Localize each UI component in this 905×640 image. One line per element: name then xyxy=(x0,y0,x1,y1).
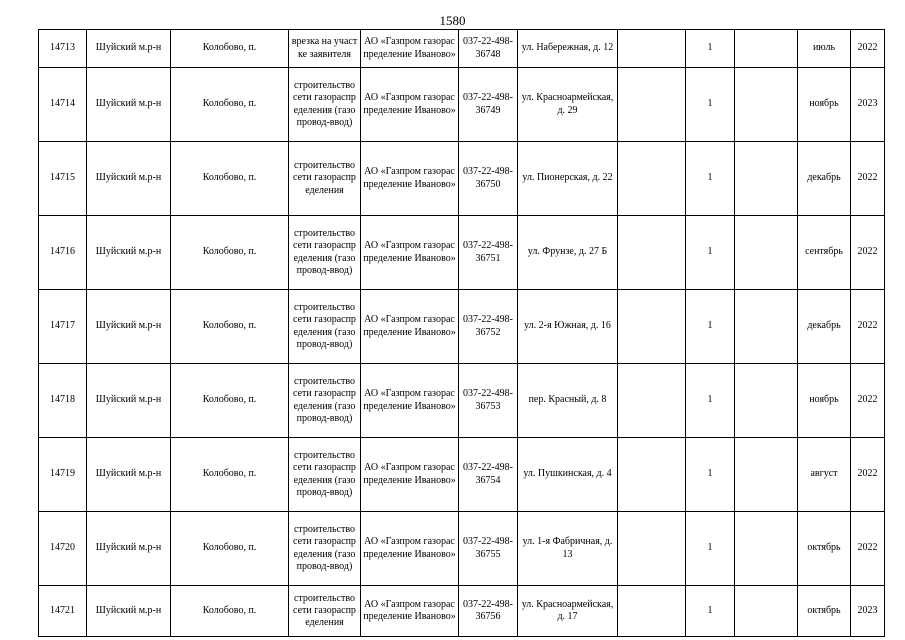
table-row xyxy=(39,438,885,512)
quantity-cell: 1 xyxy=(686,364,735,438)
organization-cell: АО «Газпром газораспределение Иваново» xyxy=(361,216,459,290)
address-cell: ул. 1-я Фабричная, д. 13 xyxy=(518,512,618,586)
address-cell: ул. 2-я Южная, д. 16 xyxy=(518,290,618,364)
month-cell: декабрь xyxy=(798,142,851,216)
organization-cell: АО «Газпром газораспределение Иваново» xyxy=(361,290,459,364)
empty-cell xyxy=(618,364,686,438)
application-code-cell: 037-22-498-36755 xyxy=(459,512,518,586)
empty-cell xyxy=(735,586,798,637)
organization-cell: АО «Газпром газораспределение Иваново» xyxy=(361,586,459,637)
year-cell: 2022 xyxy=(851,30,885,68)
settlement-cell: Колобово, п. xyxy=(171,142,289,216)
settlement-cell: Колобово, п. xyxy=(171,586,289,637)
record-number-cell: 14714 xyxy=(39,68,87,142)
quantity-cell: 1 xyxy=(686,512,735,586)
work-type-cell: строительство сети газораспределения (газопровод-ввод) xyxy=(289,364,361,438)
work-type-cell: строительство сети газораспределения xyxy=(289,586,361,637)
application-code-cell: 037-22-498-36749 xyxy=(459,68,518,142)
empty-cell xyxy=(735,438,798,512)
district-cell: Шуйский м.р-н xyxy=(87,216,171,290)
table-row xyxy=(39,290,885,364)
year-cell: 2022 xyxy=(851,438,885,512)
record-number-cell: 14713 xyxy=(39,30,87,68)
empty-cell xyxy=(618,142,686,216)
record-number-cell: 14718 xyxy=(39,364,87,438)
work-type-cell: строительство сети газораспределения (газопровод-ввод) xyxy=(289,512,361,586)
month-cell: декабрь xyxy=(798,290,851,364)
district-cell: Шуйский м.р-н xyxy=(87,68,171,142)
work-type-cell: врезка на участке заявителя xyxy=(289,30,361,68)
district-cell: Шуйский м.р-н xyxy=(87,438,171,512)
month-cell: октябрь xyxy=(798,512,851,586)
organization-cell: АО «Газпром газораспределение Иваново» xyxy=(361,142,459,216)
empty-cell xyxy=(735,30,798,68)
application-code-cell: 037-22-498-36750 xyxy=(459,142,518,216)
page-number: 1580 xyxy=(439,13,466,28)
table-row xyxy=(39,30,885,68)
empty-cell xyxy=(618,290,686,364)
settlement-cell: Колобово, п. xyxy=(171,68,289,142)
work-type-cell: строительство сети газораспределения xyxy=(289,142,361,216)
table-body xyxy=(39,30,885,637)
organization-cell: АО «Газпром газораспределение Иваново» xyxy=(361,30,459,68)
application-code-cell: 037-22-498-36752 xyxy=(459,290,518,364)
month-cell: сентябрь xyxy=(798,216,851,290)
settlement-cell: Колобово, п. xyxy=(171,30,289,68)
empty-cell xyxy=(618,438,686,512)
table-row xyxy=(39,512,885,586)
table-row xyxy=(39,216,885,290)
record-number-cell: 14720 xyxy=(39,512,87,586)
record-number-cell: 14717 xyxy=(39,290,87,364)
year-cell: 2023 xyxy=(851,586,885,637)
record-number-cell: 14715 xyxy=(39,142,87,216)
settlement-cell: Колобово, п. xyxy=(171,438,289,512)
application-code-cell: 037-22-498-36753 xyxy=(459,364,518,438)
work-type-cell: строительство сети газораспределения (газопровод-ввод) xyxy=(289,68,361,142)
year-cell: 2022 xyxy=(851,216,885,290)
empty-cell xyxy=(618,216,686,290)
quantity-cell: 1 xyxy=(686,68,735,142)
address-cell: ул. Пушкинская, д. 4 xyxy=(518,438,618,512)
address-cell: ул. Красноармейская, д. 17 xyxy=(518,586,618,637)
settlement-cell: Колобово, п. xyxy=(171,290,289,364)
year-cell: 2022 xyxy=(851,364,885,438)
work-type-cell: строительство сети газораспределения (газопровод-ввод) xyxy=(289,216,361,290)
quantity-cell: 1 xyxy=(686,216,735,290)
quantity-cell: 1 xyxy=(686,290,735,364)
gas-connection-table xyxy=(38,29,885,637)
empty-cell xyxy=(735,68,798,142)
empty-cell xyxy=(618,586,686,637)
quantity-cell: 1 xyxy=(686,586,735,637)
year-cell: 2022 xyxy=(851,512,885,586)
work-type-cell: строительство сети газораспределения (газопровод-ввод) xyxy=(289,438,361,512)
district-cell: Шуйский м.р-н xyxy=(87,290,171,364)
record-number-cell: 14719 xyxy=(39,438,87,512)
organization-cell: АО «Газпром газораспределение Иваново» xyxy=(361,68,459,142)
application-code-cell: 037-22-498-36756 xyxy=(459,586,518,637)
address-cell: ул. Пионерская, д. 22 xyxy=(518,142,618,216)
table-row xyxy=(39,142,885,216)
table-row xyxy=(39,68,885,142)
month-cell: июль xyxy=(798,30,851,68)
district-cell: Шуйский м.р-н xyxy=(87,364,171,438)
month-cell: октябрь xyxy=(798,586,851,637)
empty-cell xyxy=(735,364,798,438)
application-code-cell: 037-22-498-36754 xyxy=(459,438,518,512)
quantity-cell: 1 xyxy=(686,142,735,216)
organization-cell: АО «Газпром газораспределение Иваново» xyxy=(361,512,459,586)
empty-cell xyxy=(735,142,798,216)
empty-cell xyxy=(618,68,686,142)
year-cell: 2023 xyxy=(851,68,885,142)
year-cell: 2022 xyxy=(851,142,885,216)
district-cell: Шуйский м.р-н xyxy=(87,30,171,68)
record-number-cell: 14721 xyxy=(39,586,87,637)
district-cell: Шуйский м.р-н xyxy=(87,142,171,216)
application-code-cell: 037-22-498-36748 xyxy=(459,30,518,68)
empty-cell xyxy=(735,512,798,586)
district-cell: Шуйский м.р-н xyxy=(87,512,171,586)
address-cell: ул. Фрунзе, д. 27 Б xyxy=(518,216,618,290)
year-cell: 2022 xyxy=(851,290,885,364)
district-cell: Шуйский м.р-н xyxy=(87,586,171,637)
quantity-cell: 1 xyxy=(686,30,735,68)
month-cell: ноябрь xyxy=(798,68,851,142)
address-cell: пер. Красный, д. 8 xyxy=(518,364,618,438)
record-number-cell: 14716 xyxy=(39,216,87,290)
month-cell: август xyxy=(798,438,851,512)
quantity-cell: 1 xyxy=(686,438,735,512)
application-code-cell: 037-22-498-36751 xyxy=(459,216,518,290)
empty-cell xyxy=(735,290,798,364)
work-type-cell: строительство сети газораспределения (газопровод-ввод) xyxy=(289,290,361,364)
settlement-cell: Колобово, п. xyxy=(171,216,289,290)
empty-cell xyxy=(618,512,686,586)
address-cell: ул. Набережная, д. 12 xyxy=(518,30,618,68)
settlement-cell: Колобово, п. xyxy=(171,364,289,438)
table-row xyxy=(39,364,885,438)
table-row xyxy=(39,586,885,637)
empty-cell xyxy=(618,30,686,68)
empty-cell xyxy=(735,216,798,290)
settlement-cell: Колобово, п. xyxy=(171,512,289,586)
month-cell: ноябрь xyxy=(798,364,851,438)
address-cell: ул. Красноармейская, д. 29 xyxy=(518,68,618,142)
organization-cell: АО «Газпром газораспределение Иваново» xyxy=(361,364,459,438)
organization-cell: АО «Газпром газораспределение Иваново» xyxy=(361,438,459,512)
